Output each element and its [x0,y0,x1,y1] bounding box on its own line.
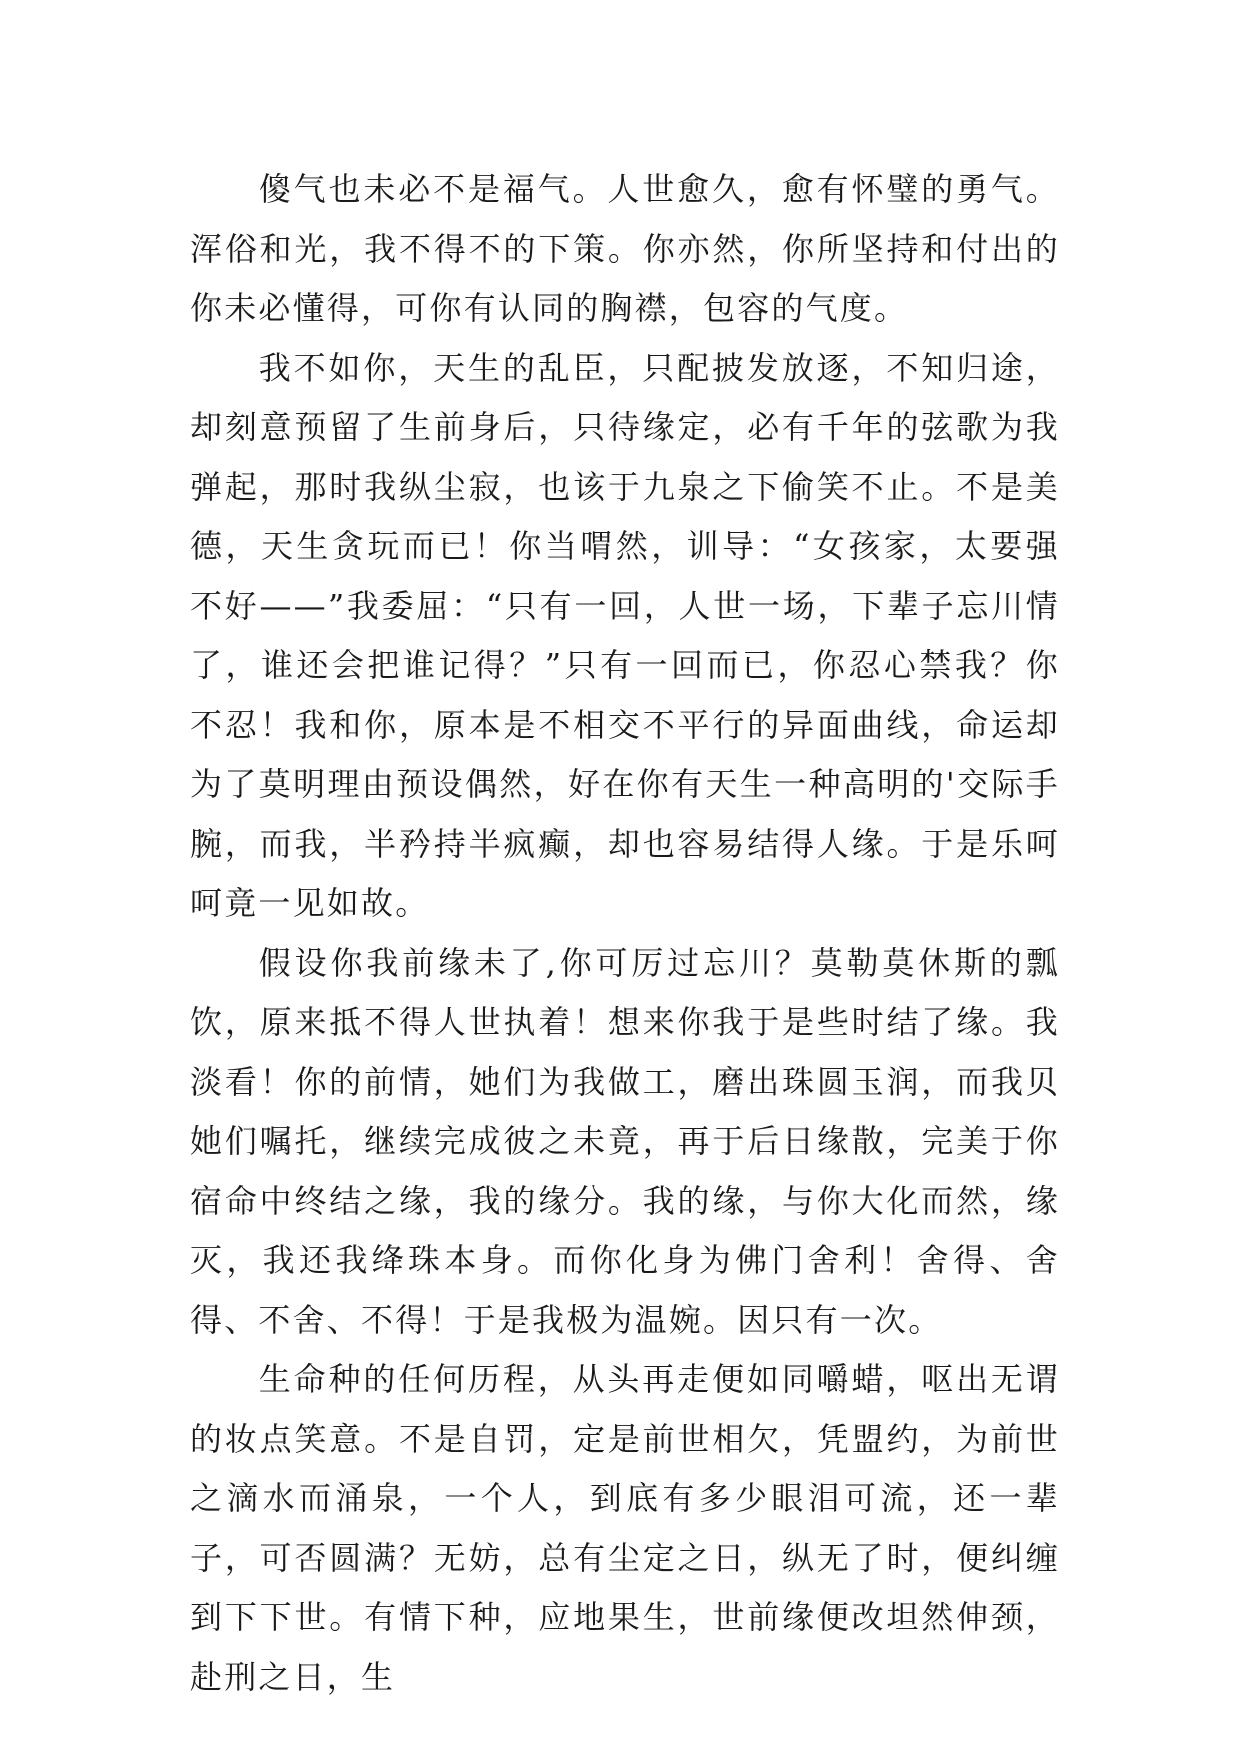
paragraph-1: 傻气也未必不是福气。人世愈久，愈有怀璧的勇气。浑俗和光，我不得不的下策。你亦然，你所坚持和付出的你未必懂得，可你有认同的胸襟，包容的气度。 [190,170,1060,327]
paragraph-2: 我不如你，天生的乱臣，只配披发放逐，不知归途，却刻意预留了生前身后，只待缘定，必有千年的弦歌为我弹起，那时我纵尘寂，也该于九泉之下偷笑不止。不是美德，天生贪玩而已！你当喟然，训导：“女孩家，太要强不好——”我委屈：“只有一回，人世一场，下辈子忘川情了，谁还会把谁记得？”只有一回而已，你忍心禁我？你不忍！我和你，原本是不相交不平行的异面曲线，命运却为了莫明理由预设偶然，好在你有天生一种高明的'交际手腕，而我，半矜持半疯癫，却也容易结得人缘。于是乐呵呵竟一见如故。 [190,348,1060,922]
paragraph-3: 假设你我前缘未了,你可厉过忘川？莫勒莫休斯的瓢饮，原来抵不得人世执着！想来你我于是些时结了缘。我淡看！你的前情，她们为我做工，磨出珠圆玉润，而我贝她们嘱托，继续完成彼之未竟，再于后日缘散，完美于你宿命中终结之缘，我的缘分。我的缘，与你大化而然，缘灭，我还我绛珠本身。而你化身为佛门舍利！舍得、舍得、不舍、不得！于是我极为温婉。因只有一次。 [190,943,1060,1339]
paragraph-4: 生命种的任何历程，从头再走便如同嚼蜡，呕出无谓的妆点笑意。不是自罚，定是前世相欠，凭盟约，为前世之滴水而涌泉，一个人，到底有多少眼泪可流，还一辈子，可否圆满？无妨，总有尘定之日，纵无了时，便纠缠到下下世。有情下种，应地果生，世前缘便改坦然伸颈，赴刑之日，生 [190,1360,1060,1696]
body-text [190,160,1060,1707]
